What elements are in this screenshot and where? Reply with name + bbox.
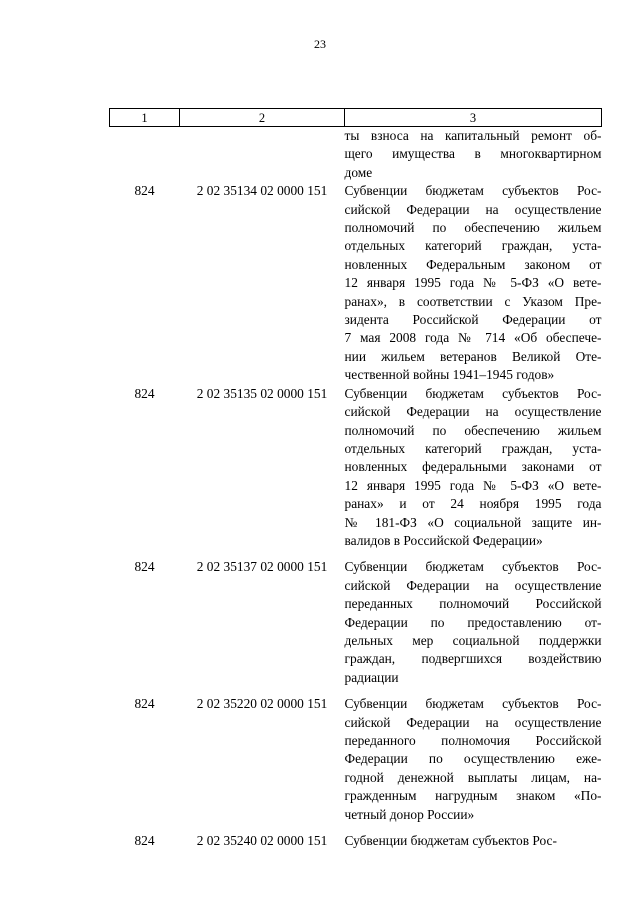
description-line: полномочий по обеспечению жильем (344, 422, 602, 438)
description-line: зидента Российской Федерации от (344, 312, 602, 328)
description-line: полномочий по обеспечению жильем (344, 220, 602, 236)
header-col-1: 1 (110, 109, 180, 127)
description-line: радиации (344, 669, 399, 685)
description-line: годной денежной выплаты лицам, на- (344, 769, 602, 785)
description-line: сийской Федерации на осуществление (344, 404, 602, 420)
description-line: Субвенции бюджетам субъектов Рос- (344, 696, 602, 712)
admin-code-cell: 824 (134, 183, 155, 199)
admin-code-cell: 824 (134, 696, 155, 712)
budget-code-cell: 2 02 35135 02 0000 151 (196, 385, 328, 401)
description-line: Субвенции бюджетам субъектов Рос- (344, 559, 602, 575)
description-cell (345, 695, 602, 832)
description-line: Субвенции бюджетам субъектов Рос- (344, 385, 602, 401)
budget-code-cell: 2 02 35240 02 0000 151 (196, 833, 328, 849)
table-row (110, 182, 602, 384)
description-line: 12 января 1995 года № 5-ФЗ «О вете- (344, 275, 602, 291)
description-line: Федерации по осуществлению еже- (344, 751, 602, 767)
description-line: щего имущества в многоквартирном (344, 146, 602, 162)
budget-codes-table (109, 108, 602, 858)
description-cell (345, 558, 602, 695)
description-line: переданных полномочий Российской (344, 596, 602, 612)
description-line: переданного полномочия Российской (344, 733, 602, 748)
description-cell (345, 385, 602, 559)
budget-code-cell: 2 02 35220 02 0000 151 (196, 696, 328, 712)
table-row (110, 695, 602, 832)
admin-code-cell: 824 (134, 833, 155, 849)
description-line: сийской Федерации на осуществление (344, 577, 602, 593)
description-line: сийской Федерации на осуществление (344, 201, 602, 217)
admin-code-cell: 824 (134, 385, 155, 401)
description-line: валидов в Российской Федерации» (344, 532, 543, 548)
description-line: ты взноса на капитальный ремонт об- (344, 128, 602, 143)
continuation-row (110, 127, 602, 183)
description-line: четный донор России» (344, 806, 475, 822)
description-line: граждан, подвергшихся воздействию (344, 651, 602, 667)
admin-code-cell: 824 (134, 559, 155, 575)
description-line: гражденным нагрудным знаком «По- (344, 788, 602, 804)
description-line: дельных мер социальной поддержки (344, 632, 602, 648)
table-header-row (110, 109, 602, 127)
table-row (110, 385, 602, 559)
description-line: чественной войны 1941–1945 годов» (344, 367, 555, 383)
budget-code-cell: 2 02 35137 02 0000 151 (196, 559, 328, 575)
description-cell (345, 832, 602, 858)
description-line: 12 января 1995 года № 5-ФЗ «О вете- (344, 477, 602, 493)
table-row (110, 558, 602, 695)
description-line: Федерации по предоставлению от- (344, 614, 602, 630)
description-line: № 181-ФЗ «О социальной защите ин- (344, 514, 602, 530)
description-line: нии жильем ветеранов Великой Оте- (344, 348, 602, 364)
description-line: Субвенции бюджетам субъектов Рос- (344, 183, 602, 199)
description-line: 7 мая 2008 года № 714 «Об обеспече- (344, 330, 602, 346)
header-col-2: 2 (180, 109, 345, 127)
header-col-3: 3 (345, 109, 602, 127)
continuation-description (345, 127, 602, 183)
description-line: ранах» и от 24 ноября 1995 года (344, 496, 602, 512)
description-line: Субвенции бюджетам субъектов Рос- (344, 833, 557, 849)
description-line: отдельных категорий граждан, уста- (344, 440, 602, 456)
description-line: новленных федеральными законами от (344, 459, 602, 475)
description-line: новленных Федеральным законом от (344, 256, 602, 272)
description-line: отдельных категорий граждан, уста- (344, 238, 602, 254)
description-cell (345, 182, 602, 384)
continuation-code-cell (180, 127, 345, 183)
table-row (110, 832, 602, 858)
description-line: ранах», в соответствии с Указом Пре- (344, 293, 602, 309)
description-line: сийской Федерации на осуществление (344, 714, 602, 730)
page-number: 23 (314, 37, 326, 51)
budget-code-cell: 2 02 35134 02 0000 151 (196, 183, 328, 199)
description-line: доме (344, 164, 373, 180)
continuation-admin-cell (110, 127, 180, 183)
